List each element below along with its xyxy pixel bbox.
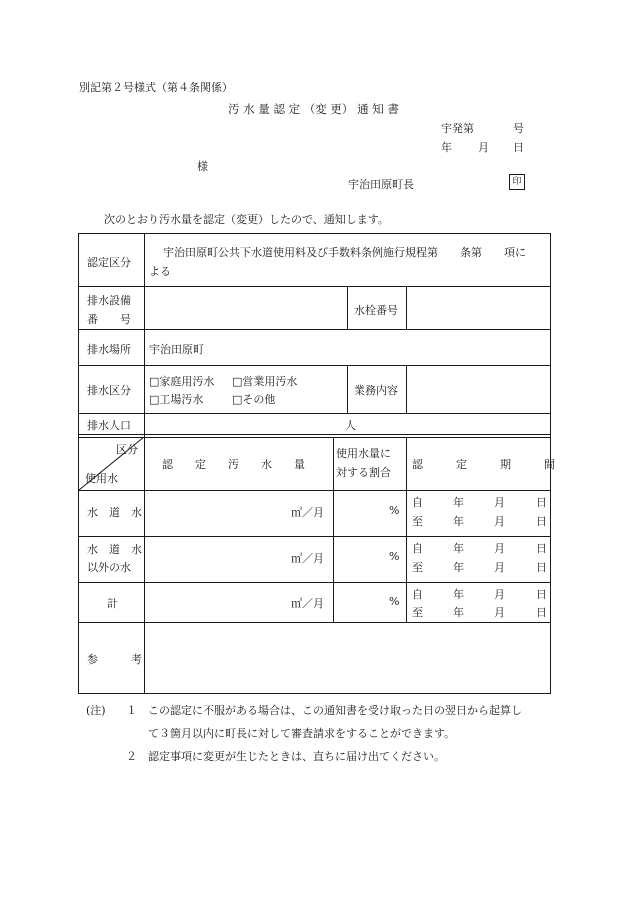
rule <box>79 434 550 435</box>
kubun-label: 排水区分 <box>87 384 131 397</box>
rule <box>79 365 550 366</box>
row-total-to-year: 年 <box>453 606 464 619</box>
row-total-from-day: 日 <box>536 588 547 601</box>
gyomu-label: 業務内容 <box>354 384 398 397</box>
row-total-volume-unit: ㎥／月 <box>291 597 324 610</box>
notes-heading: (注) <box>86 704 106 717</box>
issuer-name: 宇治田原町長 <box>348 178 414 191</box>
col-volume-header: 認 定 汚 水 量 <box>162 458 305 471</box>
row-total-to: 至 <box>412 606 423 619</box>
row-tap-water-to-day: 日 <box>536 515 547 528</box>
note-1-line-1: この認定に不服がある場合は、この通知書を受け取った日の翌日から起算し <box>148 704 522 717</box>
row-total-ratio-unit: % <box>389 595 400 608</box>
kubun-option-factory: □工場汚水 <box>149 393 204 406</box>
row-other-water-from-month: 月 <box>494 542 505 555</box>
diagonal-top-label: 区分 <box>116 443 138 456</box>
kubun-option-other: □その他 <box>232 393 276 406</box>
row-tap-water-to-year: 年 <box>453 515 464 528</box>
row-tap-water-from: 自 <box>412 496 423 509</box>
rule <box>79 536 550 537</box>
intro-text: 次のとおり汚水量を認定（変更）したので、通知します。 <box>104 213 389 226</box>
row-other-water-from-year: 年 <box>453 542 464 555</box>
row-total-from: 自 <box>412 588 423 601</box>
row-total-from-year: 年 <box>453 588 464 601</box>
note-1-line-2: て３箇月以内に町長に対して審査請求をすることができます。 <box>148 727 456 740</box>
row-other-water-label-2: 以外の水 <box>87 561 131 574</box>
suisen-label: 水栓番号 <box>354 304 398 317</box>
row-tap-water-to-month: 月 <box>494 515 505 528</box>
row-other-water-from: 自 <box>412 542 423 555</box>
rule <box>79 286 550 287</box>
row-tap-water-from-month: 月 <box>494 496 505 509</box>
doc-number-suffix: 号 <box>513 122 524 135</box>
rule <box>406 365 407 413</box>
row-other-water-to-day: 日 <box>536 561 547 574</box>
row-tap-water-to: 至 <box>412 515 423 528</box>
row-total-label: 計 <box>107 597 118 610</box>
row-other-water-ratio-unit: % <box>389 550 400 563</box>
notes-section <box>86 699 556 768</box>
kubun-option-household: □家庭用汚水 <box>149 375 215 388</box>
form-number: 別記第２号様式（第４条関係） <box>79 81 233 94</box>
row-total-to-month: 月 <box>494 606 505 619</box>
col-period-header: 認 定 期 間 <box>412 458 555 471</box>
notice-form-table <box>78 233 555 694</box>
nintei-kubun-text-2: よる <box>149 265 171 278</box>
date-day: 日 <box>513 141 524 154</box>
addressee-suffix: 様 <box>197 160 208 173</box>
rule <box>79 622 550 623</box>
note-1-number: １ <box>126 704 137 717</box>
jinko-unit: 人 <box>345 419 356 432</box>
row-tap-water-from-year: 年 <box>453 496 464 509</box>
row-total-to-day: 日 <box>536 606 547 619</box>
rule <box>79 582 550 583</box>
row-other-water-label-1: 水 道 水 <box>87 543 142 556</box>
remarks-label: 参 考 <box>87 653 142 666</box>
row-other-water-from-day: 日 <box>536 542 547 555</box>
note-2-line-1: 認定事項に変更が生じたときは、直ちに届け出てください。 <box>148 750 445 763</box>
basho-label: 排水場所 <box>87 343 131 356</box>
note-2-number: ２ <box>126 750 137 763</box>
rule <box>79 329 550 330</box>
date-year: 年 <box>441 141 452 154</box>
rule <box>406 286 407 329</box>
rule <box>79 413 550 414</box>
row-other-water-to-month: 月 <box>494 561 505 574</box>
row-tap-water-from-day: 日 <box>536 496 547 509</box>
rule <box>79 490 550 491</box>
row-other-water-to: 至 <box>412 561 423 574</box>
kubun-option-business: □営業用汚水 <box>232 375 298 388</box>
setsubi-label-1: 排水設備 <box>87 294 131 307</box>
setsubi-label-2: 番 号 <box>87 313 131 326</box>
diagonal-bottom-label: 使用水 <box>85 472 118 485</box>
nintei-kubun-label: 認定区分 <box>87 256 131 269</box>
rule <box>333 437 334 622</box>
date-month: 月 <box>478 141 489 154</box>
rule <box>347 286 348 329</box>
col-ratio-header-1: 使用水量に <box>336 447 391 460</box>
rule <box>347 365 348 413</box>
basho-value: 宇治田原町 <box>149 343 204 356</box>
jinko-label: 排水人口 <box>87 419 131 432</box>
row-total-from-month: 月 <box>494 588 505 601</box>
rule <box>79 437 550 438</box>
row-tap-water-volume-unit: ㎥／月 <box>291 506 324 519</box>
row-tap-water-label: 水 道 水 <box>87 506 142 519</box>
seal-stamp: 印 <box>509 174 525 190</box>
rule <box>406 437 407 622</box>
row-tap-water-ratio-unit: % <box>389 504 400 517</box>
nintei-kubun-text-1: 宇治田原町公共下水道使用料及び手数料条例施行規程第 条第 項に <box>163 246 526 259</box>
row-other-water-volume-unit: ㎥／月 <box>291 552 324 565</box>
row-other-water-to-year: 年 <box>453 561 464 574</box>
col-ratio-header-2: 対する割合 <box>336 466 391 479</box>
document-title: 汚 水 量 認 定 （変 更） 通 知 書 <box>228 102 399 116</box>
doc-number-prefix: 宇発第 <box>441 122 474 135</box>
